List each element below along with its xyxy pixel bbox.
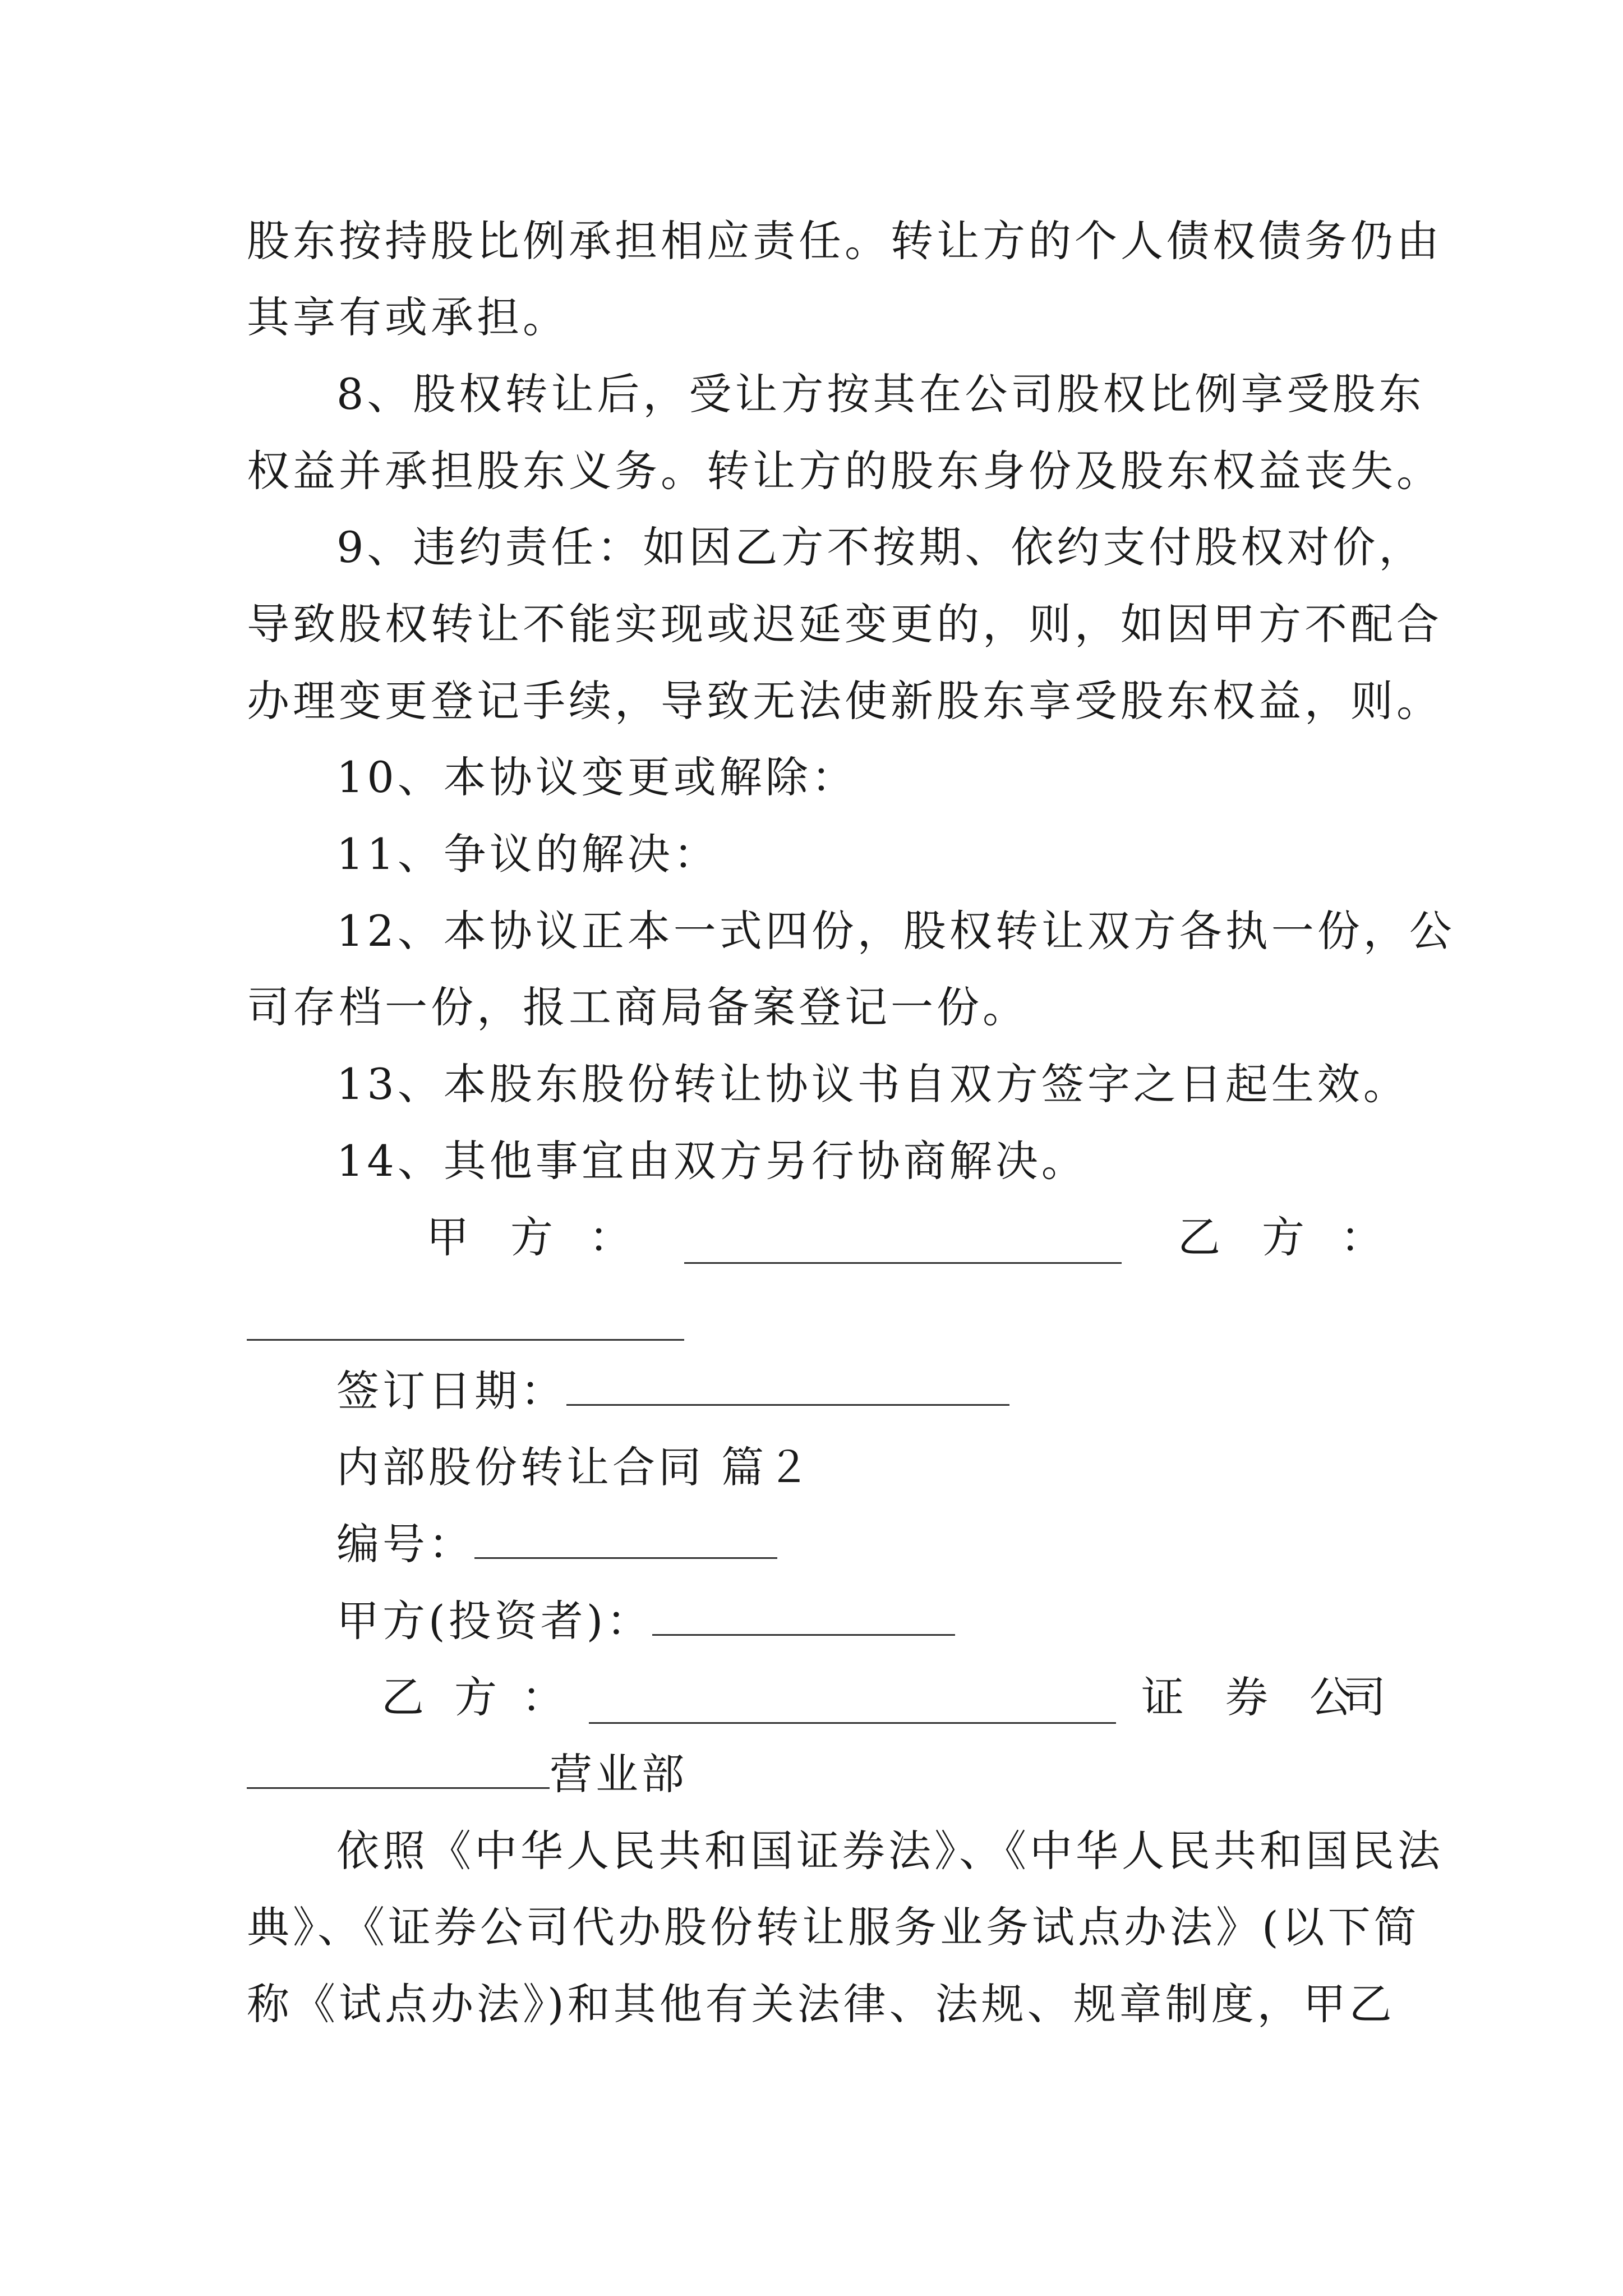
party-b-char: 乙 bbox=[1178, 1212, 1224, 1262]
party-a-investor-blank[interactable] bbox=[652, 1582, 955, 1636]
party-a-char: 甲 bbox=[426, 1212, 472, 1262]
paragraph-line: 典》、《证券公司代办股份转让服务业务试点办法》(以下简 bbox=[247, 1902, 1420, 1952]
paragraph-line: 股东按持股比例承担相应责任。转让方的个人债权债务仍由 bbox=[247, 216, 1442, 266]
paragraph-line: 其享有或承担。 bbox=[247, 292, 569, 342]
signing-date-row bbox=[336, 1352, 1391, 1430]
party-b-char: 方 bbox=[1262, 1212, 1308, 1262]
party-a-signature-blank[interactable] bbox=[684, 1211, 1122, 1264]
party-b-securities-row bbox=[381, 1658, 1391, 1737]
clause-9: 9、违约责任：如因乙方不按期、依约支付股权对价， bbox=[336, 522, 1425, 572]
signature-row bbox=[426, 1198, 1391, 1277]
paragraph-line: 权益并承担股东义务。转让方的股东身份及股东权益丧失。 bbox=[247, 446, 1442, 496]
party-a-colon: ： bbox=[589, 1212, 635, 1262]
article-title: 内部股份转让合同 篇２ bbox=[336, 1442, 814, 1492]
paragraph-line: 办理变更登记手续，导致无法使新股东享受股东权益，则。 bbox=[247, 676, 1442, 726]
party-b-colon: ： bbox=[522, 1672, 568, 1722]
party-b-colon: ： bbox=[1340, 1212, 1386, 1262]
securities-company-blank[interactable] bbox=[589, 1671, 1116, 1724]
branch-row bbox=[247, 1735, 1391, 1814]
signing-date-blank[interactable] bbox=[566, 1352, 1009, 1406]
branch-label: 营业部 bbox=[550, 1749, 688, 1799]
clause-14: 14、其他事宜由双方另行协商解决。 bbox=[336, 1136, 1087, 1186]
securities-char: 司 bbox=[1343, 1672, 1389, 1722]
clause-8: 8、股权转让后，受让方按其在公司股权比例享受股东 bbox=[336, 369, 1425, 419]
party-b-blank-row bbox=[247, 1275, 1391, 1354]
number-row bbox=[336, 1505, 1391, 1584]
party-a-investor-label: 甲方(投资者)： bbox=[336, 1596, 653, 1646]
paragraph-line: 依照《中华人民共和国证券法》、《中华人民共和国民法 bbox=[336, 1826, 1444, 1876]
clause-10: 10、本协议变更或解除： bbox=[336, 752, 857, 802]
party-b-char: 乙 bbox=[381, 1672, 427, 1722]
paragraph-line: 称《试点办法》)和其他有关法律、法规、规章制度，甲乙 bbox=[247, 1979, 1395, 2029]
securities-char: 券 bbox=[1225, 1672, 1271, 1722]
number-blank[interactable] bbox=[474, 1506, 777, 1559]
securities-char: 证 bbox=[1141, 1672, 1187, 1722]
paragraph-line: 司存档一份，报工商局备案登记一份。 bbox=[247, 982, 1029, 1032]
party-a-investor-row bbox=[336, 1582, 1391, 1660]
signing-date-label: 签订日期： bbox=[336, 1366, 566, 1416]
party-b-signature-blank[interactable] bbox=[247, 1287, 684, 1341]
clause-13: 13、本股东股份转让协议书自双方签字之日起生效。 bbox=[336, 1059, 1409, 1109]
clause-12: 12、本协议正本一式四份，股权转让双方各执一份，公 bbox=[336, 906, 1455, 956]
party-a-char: 方 bbox=[510, 1212, 556, 1262]
securities-char: 公 bbox=[1310, 1672, 1355, 1722]
paragraph-line: 导致股权转让不能实现或迟延变更的，则，如因甲方不配合 bbox=[247, 599, 1442, 649]
party-b-char: 方 bbox=[454, 1672, 500, 1722]
branch-blank[interactable] bbox=[247, 1736, 550, 1789]
number-label: 编号： bbox=[336, 1519, 474, 1569]
clause-11: 11、争议的解决： bbox=[336, 829, 720, 879]
